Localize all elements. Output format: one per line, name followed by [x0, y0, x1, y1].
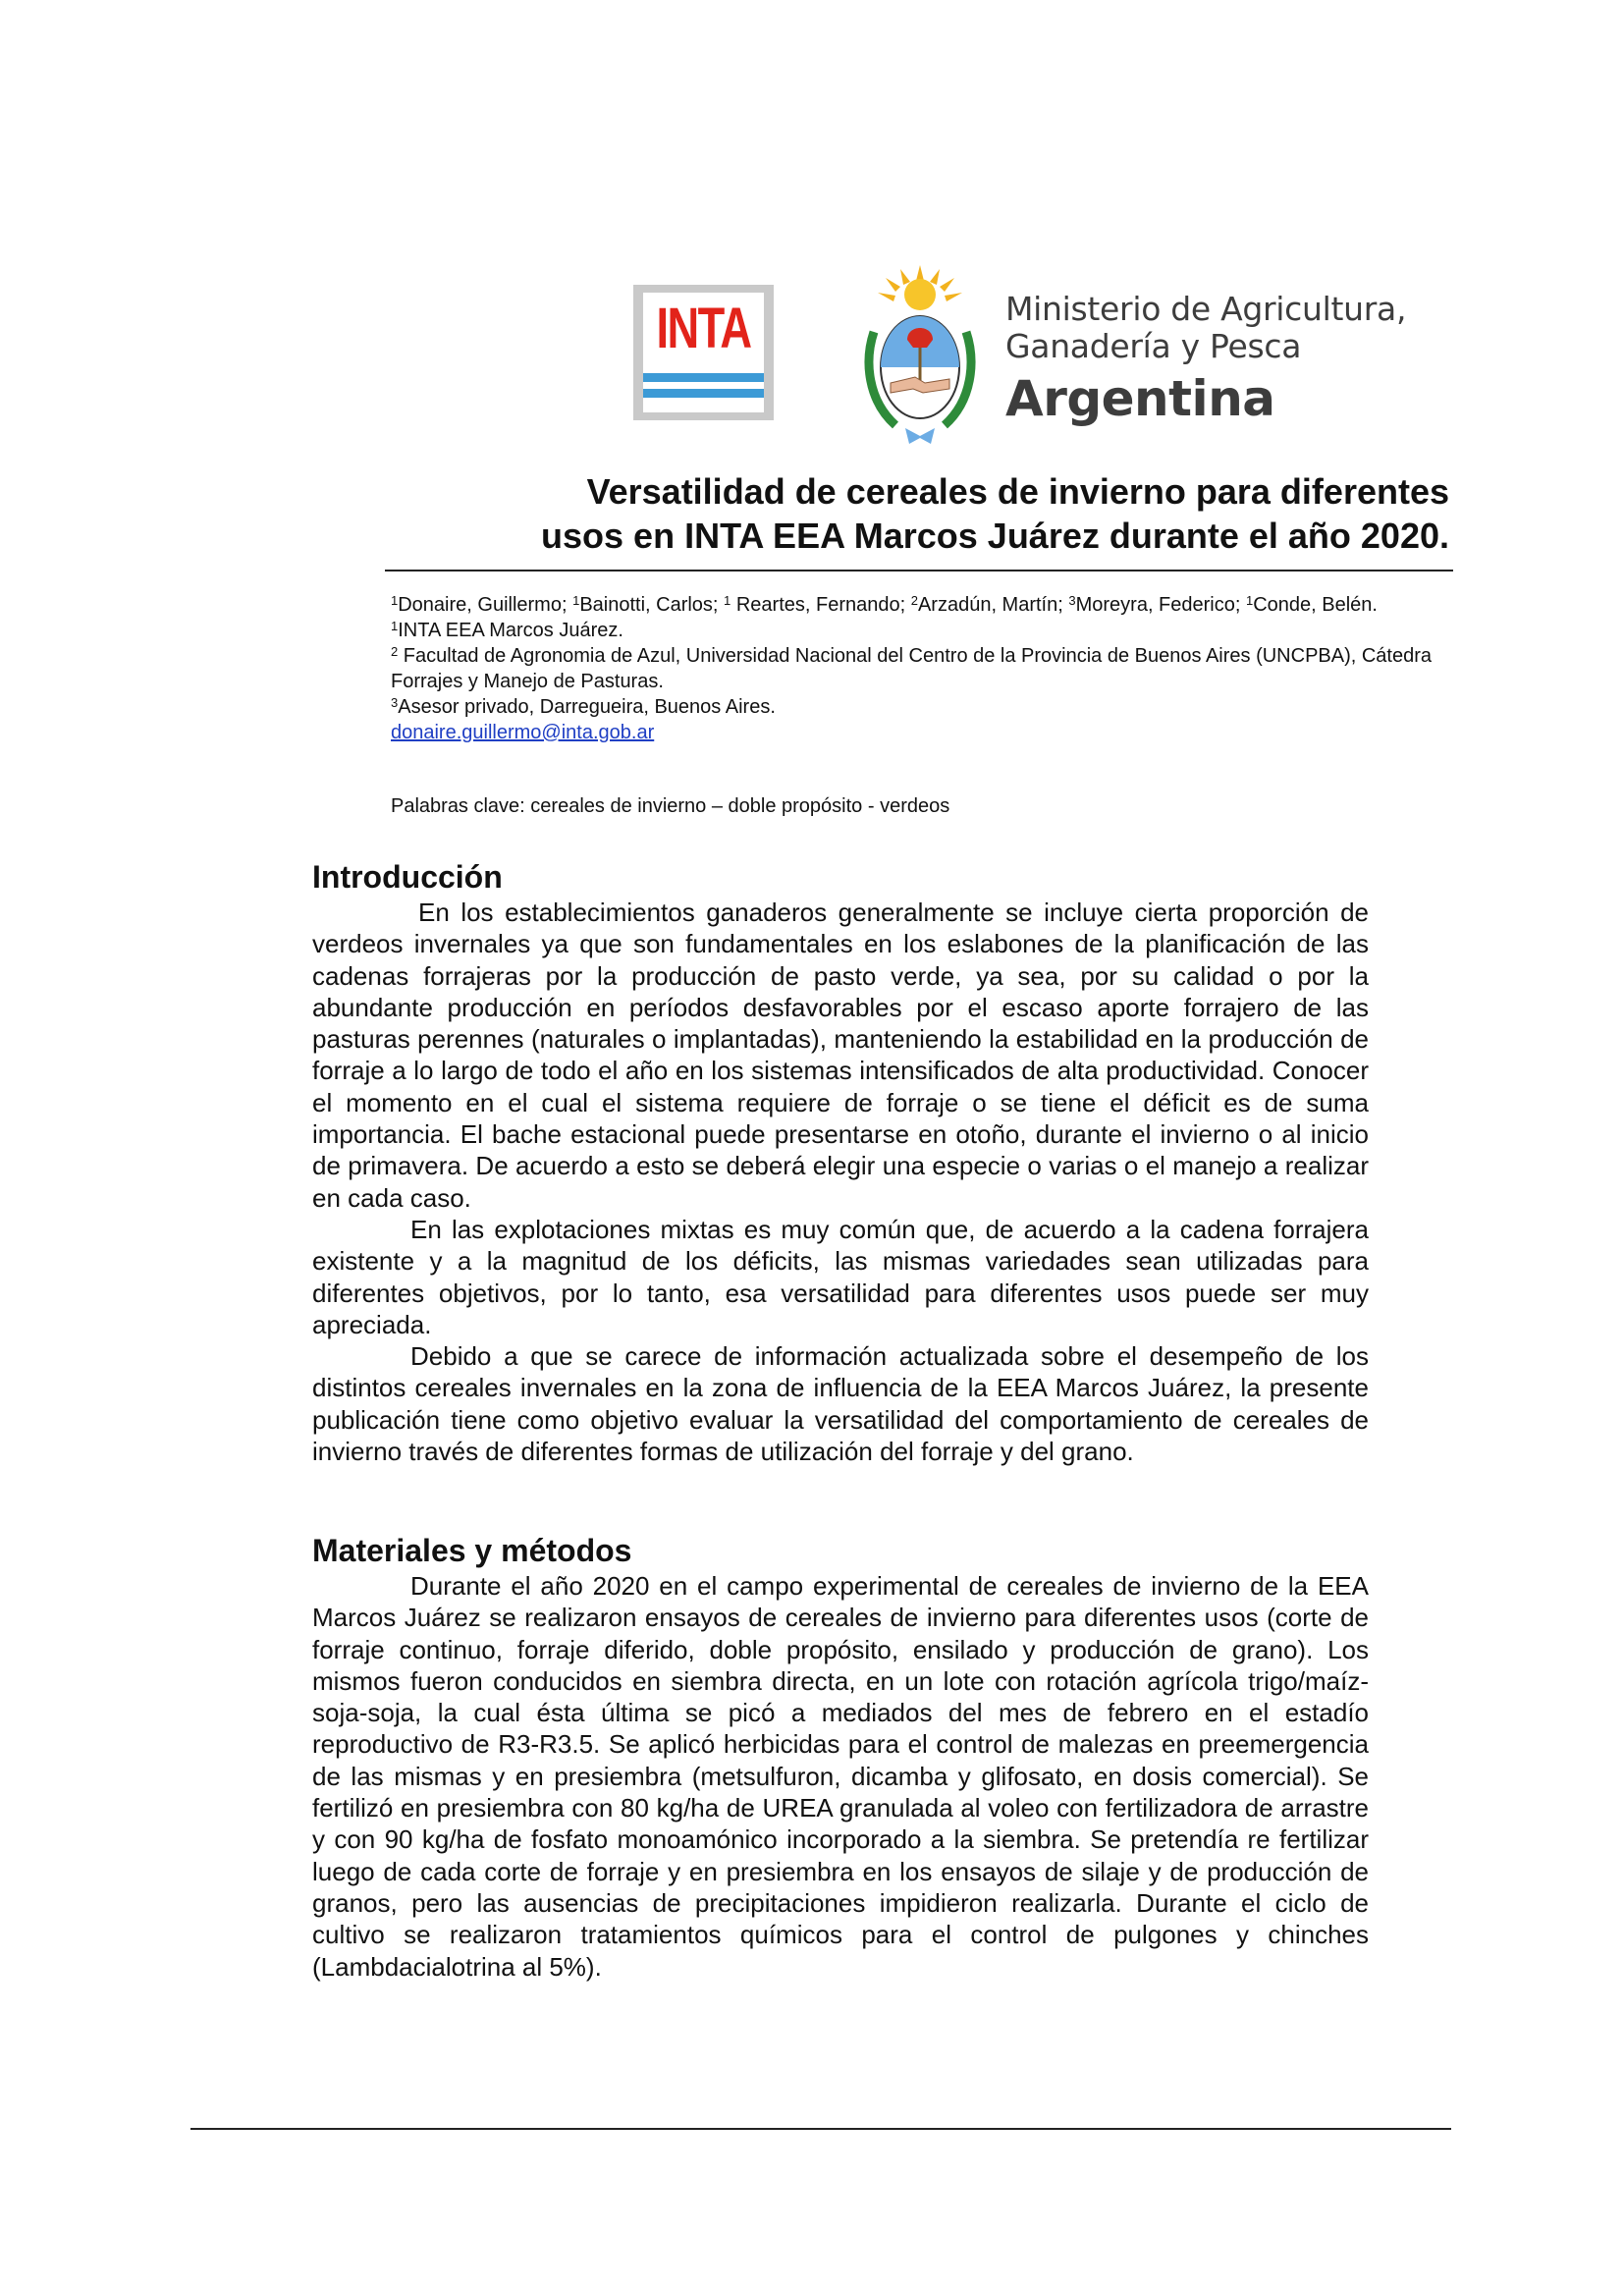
inta-stripe-icon — [643, 389, 764, 398]
paper-title — [373, 469, 1449, 558]
author-email-link[interactable]: donaire.guillermo@inta.gob.ar — [391, 722, 655, 743]
paragraph: En las explotaciones mixtas es muy común que, de acuerdo a la cadena forrajera existente y a la magnitud de los déficits, las mismas variedades sean utilizadas para diferentes objetivos, por lo tanto, esa versatilidad para diferentes usos puede ser muy apreciada. — [312, 1214, 1369, 1339]
ministry-logo — [1005, 291, 1406, 428]
inta-logo — [633, 285, 774, 420]
ministry-line1: Ministerio de Agricultura, — [1005, 290, 1407, 328]
affiliation-3: $^3$Asesor privado, Darregueira, Buenos Aires. — [391, 695, 776, 718]
paper-title-line1: Versatilidad de cereales de invierno para diferentes — [586, 471, 1449, 512]
ministry-line3: Argentina — [1005, 370, 1275, 427]
affiliation-2: $^2$ Facultad de Agronomia de Azul, Universidad Nacional del Centro de la Provincia de Buenos Aires (UNCPBA), Cátedra Forrajes y Manejo de Pasturas. — [391, 644, 1433, 692]
title-divider — [385, 570, 1453, 571]
footer-divider — [190, 2128, 1451, 2130]
section-body-introduccion — [312, 897, 1369, 1467]
inta-logo-text: INTA — [656, 297, 751, 360]
paragraph: Durante el año 2020 en el campo experimental de cereales de invierno de la EEA Marcos Juárez se realizaron ensayos de cereales de invierno para diferentes usos (corte de forraje continuo, forraje diferido, doble propósito, ensilado y producción de grano). Los mismos fueron conducidos en siembra directa, en un lote con rotación agrícola trigo/maíz-soja-soja, la cual ésta última se picó a mediados del mes de febrero en el estadío reproductivo de R3-R3.5. Se aplicó herbicidas para el control de malezas en preemergencia de las mismas y en presiembra (metsulfuron, dicamba y glifosato, en dosis comercial). Se fertilizó en presiembra con 80 kg/ha de UREA granulada al voleo con fertilizadora de arrastre y con 90 kg/ha de fosfato monoamónico incorporado a la siembra. Se pretendía re fertilizar luego de cada corte de forraje y en presiembra en los ensayos de silaje y de producción de granos, pero las ausencias de precipitaciones impidieron realizarla. Durante el ciclo de cultivo se realizaron tratamientos químicos para el control de pulgones y chinches (Lambdacialotrina al 5%). — [312, 1571, 1369, 1982]
paragraph: Debido a que se carece de información actualizada sobre el desempeño de los distintos cereales invernales en la zona de influencia de la EEA Marcos Juárez, la presente publicación tiene como objetivo evaluar la versatilidad del comportamiento de cereales de invierno través de diferentes formas de utilización del forraje y del grano. — [312, 1341, 1369, 1467]
keywords: Palabras clave: cereales de invierno – doble propósito - verdeos — [391, 795, 950, 817]
authors-block — [391, 592, 1437, 745]
paragraph: En los establecimientos ganaderos generalmente se incluye cierta proporción de verdeos invernales ya que son fundamentales en los eslabones de la planificación de las cadenas forrajeras por la producción de pasto verde, ya sea, por su calidad o por la abundante producción en períodos desfavorables por el escaso aporte forrajero de las pasturas perennes (naturales o implantadas), manteniendo la estabilidad en la producción de forraje a lo largo de todo el año en los sistemas intensificados de alta productividad. Conocer el momento en el cual el sistema requiere de forraje o se tiene el déficit es de suma importancia. El bache estacional puede presentarse en otoño, durante el invierno o al inicio de primavera. De acuerdo a esto se deberá elegir una especie o varias o el manejo a realizar en cada caso. — [312, 898, 1369, 1213]
argentina-coat-of-arms-icon — [856, 263, 984, 448]
ministry-line2: Ganadería y Pesca — [1005, 327, 1302, 365]
section-body-materiales-metodos — [312, 1570, 1369, 1983]
author-list: $^1$Donaire, Guillermo; $^1$Bainotti, Carlos; $^1$ Reartes, Fernando; $^2$Arzadún, Martín; $^3$Moreyra, Federico; $^1$Conde, Belén. — [391, 593, 1378, 616]
section-heading-introduccion: Introducción — [312, 859, 503, 895]
section-heading-materiales-metodos: Materiales y métodos — [312, 1533, 632, 1568]
paper-title-line2: usos en INTA EEA Marcos Juárez durante el año 2020. — [541, 516, 1449, 556]
inta-stripe-icon — [643, 373, 764, 382]
affiliation-1: $^1$INTA EEA Marcos Juárez. — [391, 619, 623, 641]
